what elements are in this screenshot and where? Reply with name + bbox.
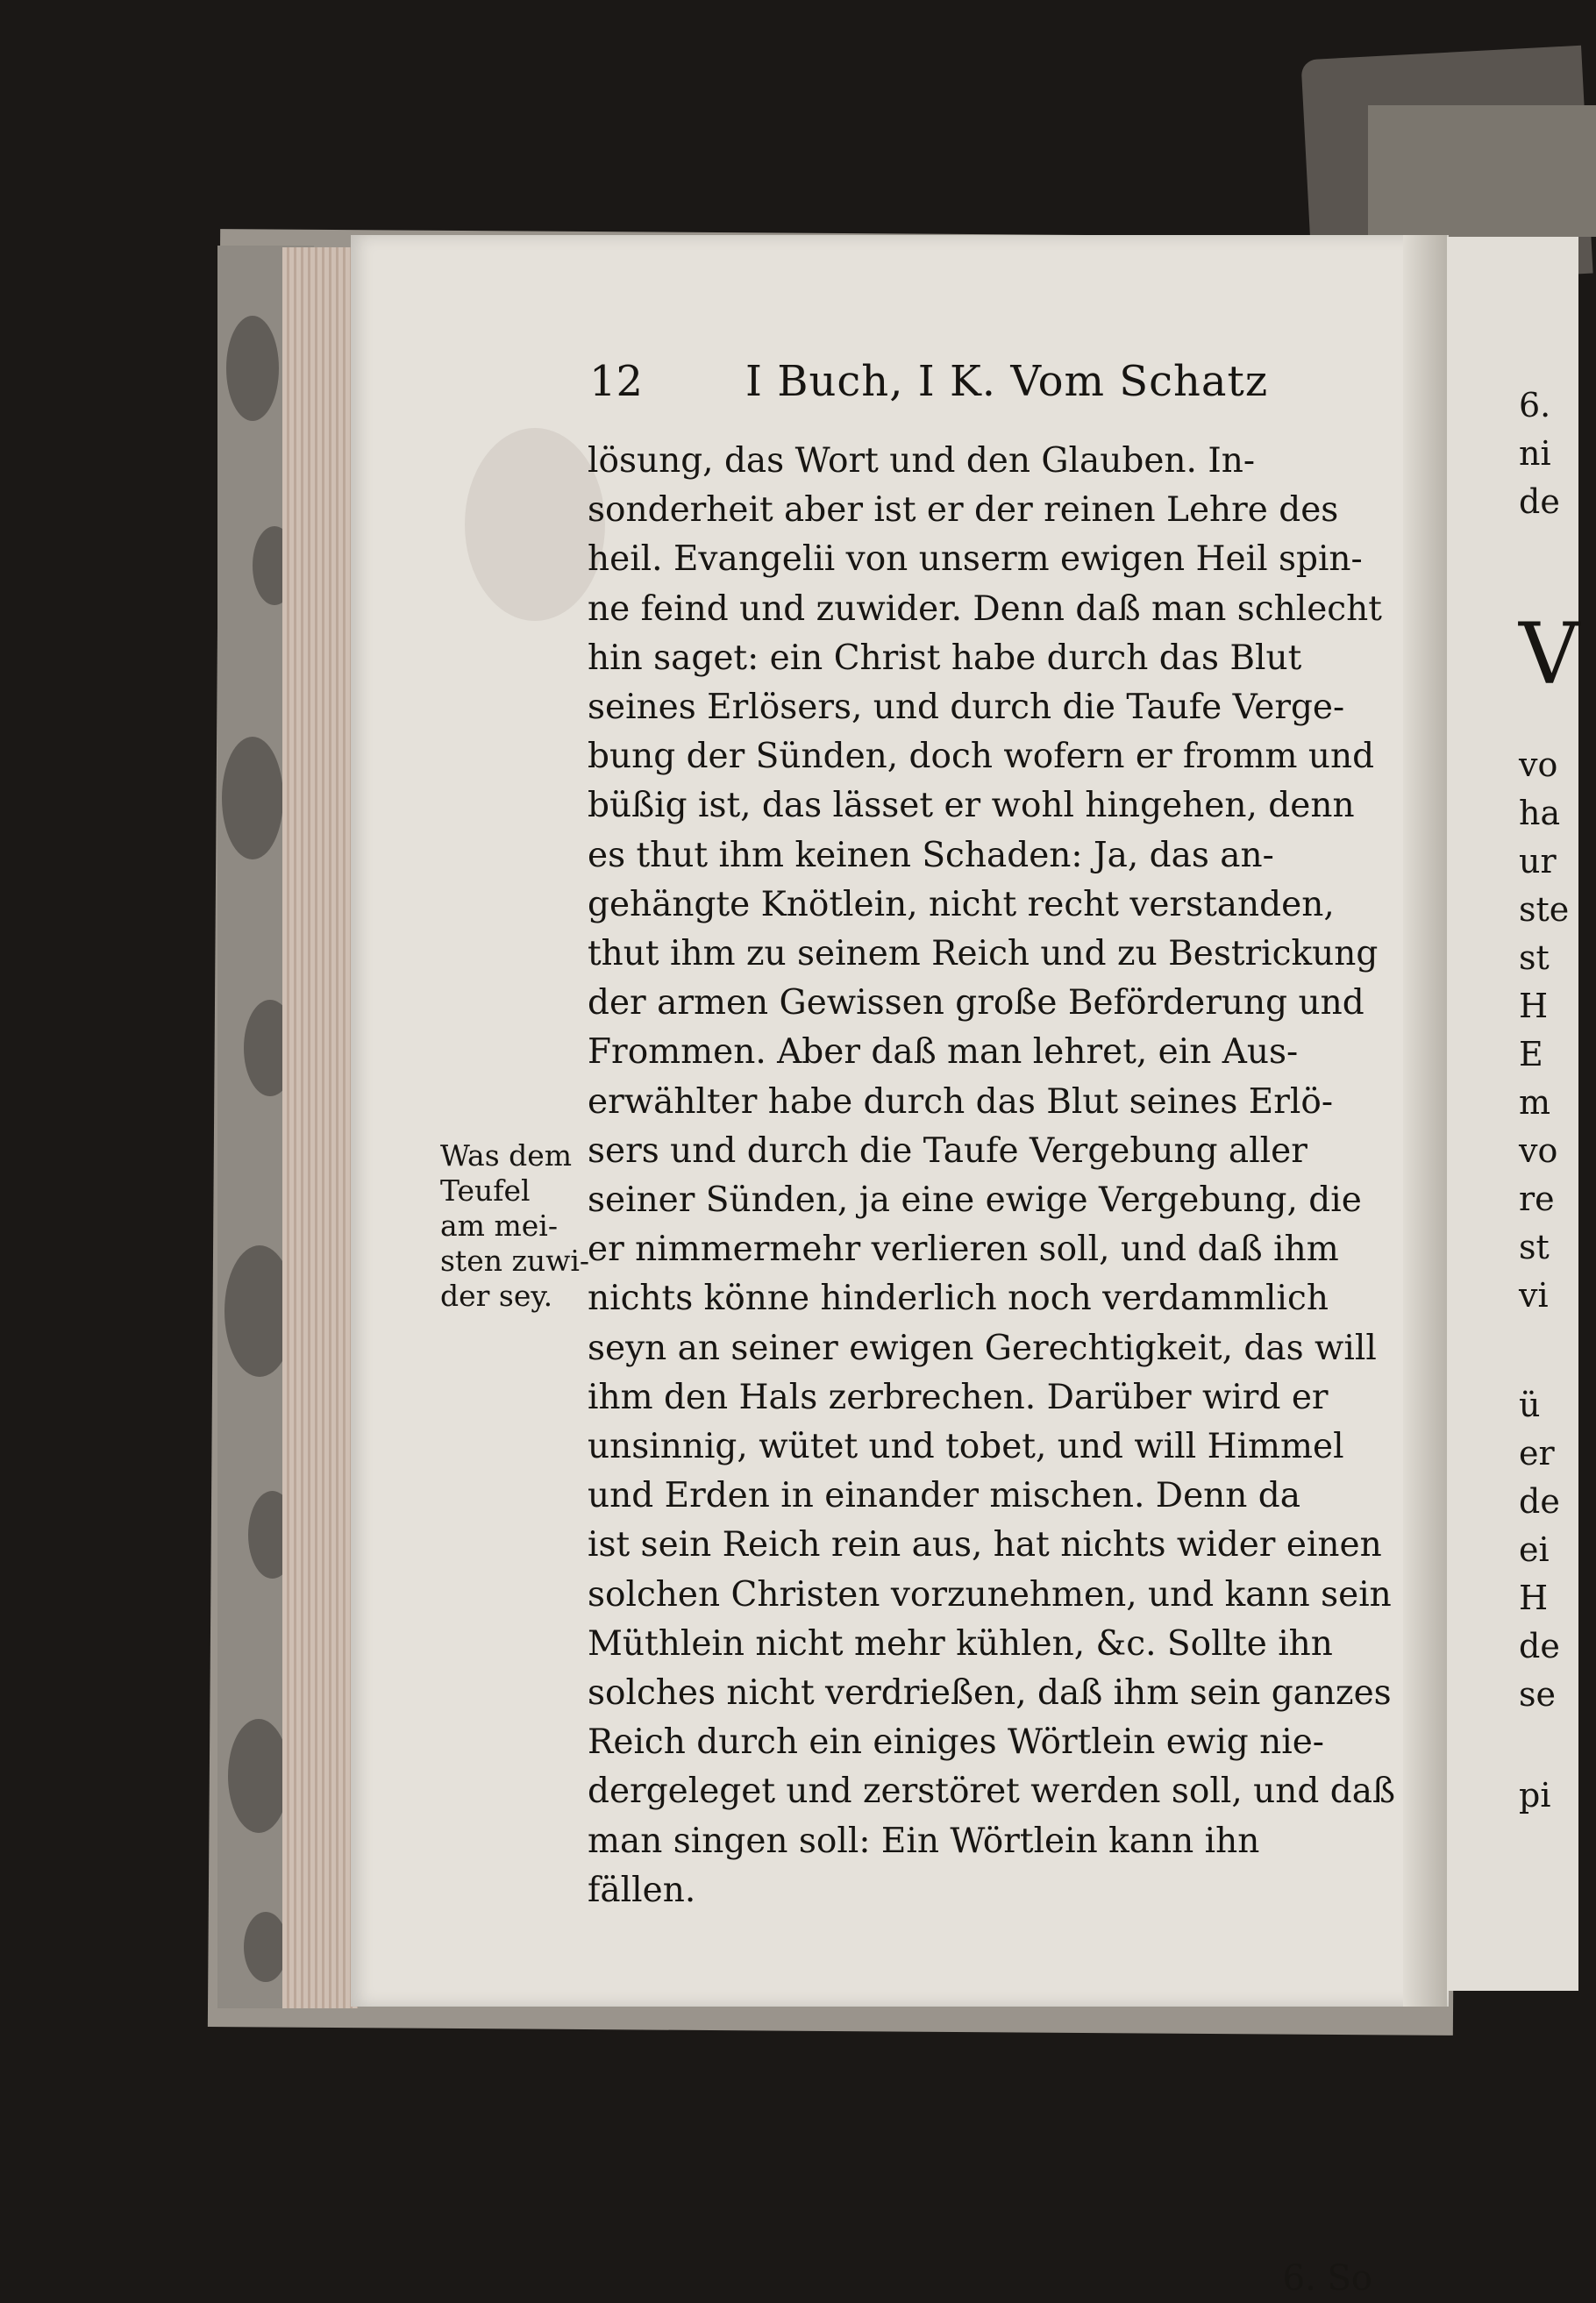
text-line: Frommen. Aber daß man lehret, ein Aus- (588, 1032, 1299, 1073)
cover-page-edge (1368, 105, 1596, 237)
page-number: 12 (589, 357, 644, 406)
margin-note-line: Teufel (440, 1173, 531, 1208)
right-page-fragment: ste (1519, 890, 1570, 929)
text-line: heil. Evangelii von unserm ewigen Heil spin- (588, 539, 1363, 580)
page-edges (282, 247, 358, 2008)
right-page-fragment: st (1519, 938, 1550, 977)
text-line: es thut ihm keinen Schaden: Ja, das an- (588, 835, 1274, 875)
text-line: unsinnig, wütet und tobet, und will Himmel (588, 1427, 1344, 1466)
margin-note-line: sten zuwi- (440, 1244, 590, 1278)
text-line: büßig ist, das lässet er wohl hingehen, denn (588, 786, 1355, 826)
text-line: thut ihm zu seinem Reich und zu Bestrickung (588, 934, 1379, 973)
right-page-fragment: ei (1519, 1530, 1550, 1569)
right-page-fragment: V (1519, 605, 1580, 703)
right-page-fragment: st (1519, 1228, 1550, 1266)
text-line: hin saget: ein Christ habe durch das Blut (588, 638, 1302, 678)
text-line: der armen Gewissen große Beförderung und (588, 983, 1364, 1023)
text-line: solchen Christen vorzunehmen, und kann sein (588, 1574, 1392, 1615)
catchword: 6. So (1282, 2258, 1372, 2299)
right-page-fragment: de (1519, 1482, 1560, 1521)
text-line: man singen soll: Ein Wörtlein kann ihn (588, 1821, 1260, 1861)
right-page-fragment: H (1519, 987, 1549, 1025)
right-page-fragment: de (1519, 482, 1560, 521)
text-line: seines Erlösers, und durch die Taufe Verge- (588, 688, 1345, 727)
right-page-fragment: vo (1519, 745, 1558, 784)
right-page-fragment: ur (1519, 842, 1557, 881)
right-page-fragment: se (1519, 1675, 1556, 1714)
text-line: ne feind und zuwider. Denn daß man schlecht (588, 588, 1382, 629)
text-line: sonderheit aber ist er der reinen Lehre des (588, 490, 1339, 531)
text-line: erwählter habe durch das Blut seines Erlö- (588, 1081, 1334, 1122)
text-line: Reich durch ein einiges Wörtlein ewig nie- (588, 1722, 1324, 1763)
right-page-fragment: ha (1519, 794, 1561, 832)
text-line: gehängte Knötlein, nicht recht verstanden, (588, 884, 1335, 924)
right-page-fragment: de (1519, 1627, 1560, 1665)
right-page-fragment: er (1519, 1434, 1555, 1472)
text-line: seiner Sünden, ja eine ewige Vergebung, die (588, 1180, 1362, 1220)
running-header (588, 351, 1394, 412)
right-page-fragment: 6. (1519, 386, 1551, 424)
right-page-fragment: pi (1519, 1776, 1551, 1815)
right-page-fragment: ni (1519, 434, 1551, 473)
text-line: ist sein Reich rein aus, hat nichts wider einen (588, 1525, 1382, 1565)
text-line: und Erden in einander mischen. Denn da (588, 1476, 1301, 1516)
running-title: I Buch, I K. Vom Schatz (745, 357, 1269, 406)
right-page-fragment: H (1519, 1579, 1549, 1617)
text-line: bung der Sünden, doch wofern er fromm und (588, 737, 1375, 777)
page-gutter (1403, 235, 1447, 2007)
margin-note (440, 1138, 589, 1314)
text-line: sers und durch die Taufe Vergebung aller (588, 1130, 1307, 1171)
right-page-fragment: vi (1519, 1276, 1549, 1315)
margin-note-line: Was dem (440, 1138, 573, 1173)
text-line: lösung, das Wort und den Glauben. In- (588, 441, 1256, 481)
margin-note-line: am mei- (440, 1209, 558, 1243)
text-line: solches nicht verdrießen, daß ihm sein ganzes (588, 1673, 1392, 1713)
margin-note-line: der sey. (440, 1279, 553, 1313)
right-page-fragment: re (1519, 1180, 1555, 1218)
right-page-fragment: ü (1519, 1386, 1541, 1424)
text-line: dergeleget und zerstöret werden soll, und daß (588, 1772, 1395, 1812)
right-page-fragment: vo (1519, 1131, 1558, 1170)
text-line: fällen. (588, 1870, 696, 1910)
right-page-fragment: m (1519, 1083, 1551, 1122)
right-page-fragment: E (1519, 1035, 1543, 1073)
text-line: seyn an seiner ewigen Gerechtigkeit, das will (588, 1328, 1377, 1368)
text-line: nichts könne hinderlich noch verdammlich (588, 1279, 1329, 1319)
text-line: er nimmermehr verlieren soll, und daß ihm (588, 1230, 1339, 1270)
text-line: Müthlein nicht mehr kühlen, &c. Sollte ihn (588, 1623, 1333, 1664)
text-line: ihm den Hals zerbrechen. Darüber wird er (588, 1377, 1329, 1417)
